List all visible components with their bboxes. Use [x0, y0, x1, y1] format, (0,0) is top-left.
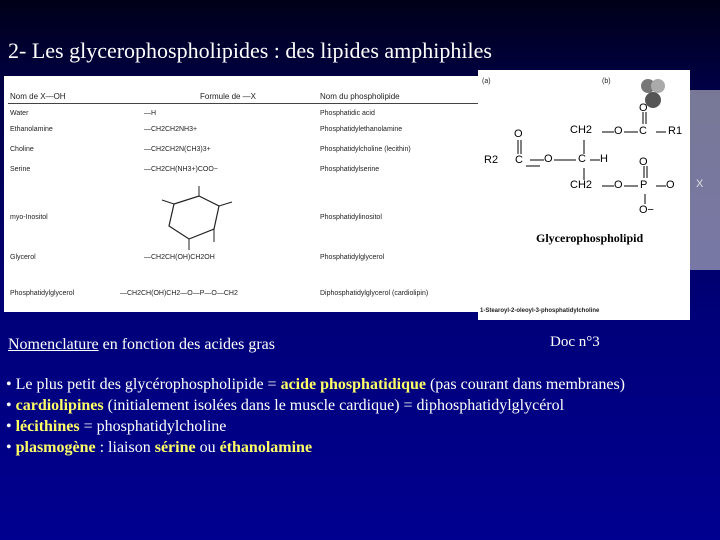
- row-name: Glycerol: [10, 254, 36, 261]
- row-formula: —CH2CH(OH)CH2OH: [144, 254, 215, 261]
- slide-title: 2- Les glycerophospholipides : des lipides amphiphiles: [8, 38, 492, 63]
- row-phospholipid: Phosphatidylcholine (lecithin): [320, 146, 411, 153]
- row-name: Phosphatidylglycerol: [10, 290, 75, 297]
- panel-b-label: (b): [602, 78, 611, 85]
- row-formula: —H: [144, 110, 157, 117]
- nomenclature-caption: [8, 336, 275, 354]
- bullet-list: [6, 374, 706, 458]
- caption-underlined: Nomenclature: [8, 336, 99, 353]
- atom-o-dbl-left: O: [514, 128, 523, 140]
- header-phospholipid: Nom du phospholipide: [320, 92, 400, 101]
- atom-o4: O: [666, 179, 675, 191]
- bullet-item: • plasmogène : liaison sérine ou éthanolamine: [6, 439, 313, 456]
- glycerophospholipid-figure: [478, 70, 690, 320]
- caption-rest: en fonction des acides gras: [98, 336, 276, 353]
- row-phospholipid: Phosphatidylserine: [320, 166, 380, 173]
- atom-c1: C: [639, 125, 647, 137]
- blurred-edge: [690, 90, 720, 270]
- row-name: Water: [10, 110, 29, 117]
- atom-c2: C: [515, 154, 523, 166]
- bullet-item: • lécithines = phosphatidylcholine: [6, 418, 227, 435]
- row-phospholipid: Phosphatidylethanolamine: [320, 126, 403, 133]
- atom-ch2-bot: CH2: [570, 179, 593, 191]
- atom-r1: R1: [668, 125, 683, 137]
- atom-h: H: [600, 153, 608, 165]
- row-formula: —CH2CH2NH3+: [144, 126, 198, 133]
- row-phospholipid: Phosphatidylinositol: [320, 214, 382, 221]
- atom-r2: R2: [484, 154, 499, 166]
- atom-o3: O: [614, 179, 623, 191]
- row-name: Ethanolamine: [10, 126, 53, 133]
- doc-label: Doc n°3: [550, 334, 600, 350]
- structure-bonds: [478, 70, 690, 320]
- header-name: Nom de X—OH: [10, 92, 66, 101]
- row-formula: —CH2CH(OH)CH2—O—P—O—CH2: [120, 290, 238, 297]
- row-formula: —CH2CH(NH3+)COO−: [144, 166, 218, 173]
- atom-o2: O: [544, 153, 553, 165]
- bullet-item: • Le plus petit des glycérophospholipide = acide phosphatidique (pas courant dans membranes): [6, 376, 626, 393]
- structure-label: Glycerophospholipid: [536, 231, 644, 245]
- header-rule: [8, 103, 486, 104]
- atom-o1: O: [614, 125, 623, 137]
- atom-p: P: [640, 179, 648, 191]
- atom-o-dbl-p: O: [639, 156, 648, 168]
- row-name: myo-Inositol: [10, 214, 48, 221]
- nomenclature-table: [4, 76, 490, 312]
- atom-ch2-top: CH2: [570, 124, 593, 136]
- figure-footnote: 1-Stearoyl-2-oleoyl-3-phosphatidylcholine: [480, 308, 600, 314]
- panel-a-label: (a): [482, 78, 491, 85]
- bullet-item: • cardiolipines (initialement isolées dans le muscle cardique) = diphosphatidylglycérol: [6, 397, 565, 414]
- atom-o-minus: O−: [639, 204, 654, 216]
- row-name: Serine: [10, 166, 31, 173]
- row-phospholipid: Phosphatidylglycerol: [320, 254, 385, 261]
- inositol-ring-icon: [144, 184, 244, 254]
- row-phospholipid: Diphosphatidylglycerol (cardiolipin): [320, 290, 429, 297]
- atom-ch: C: [578, 153, 586, 165]
- row-phospholipid: Phosphatidic acid: [320, 110, 375, 117]
- row-formula: —CH2CH2N(CH3)3+: [144, 146, 211, 153]
- row-name: Choline: [10, 146, 34, 153]
- atom-o-dbl-right: O: [639, 102, 648, 114]
- header-formula: Formule de —X: [200, 92, 257, 101]
